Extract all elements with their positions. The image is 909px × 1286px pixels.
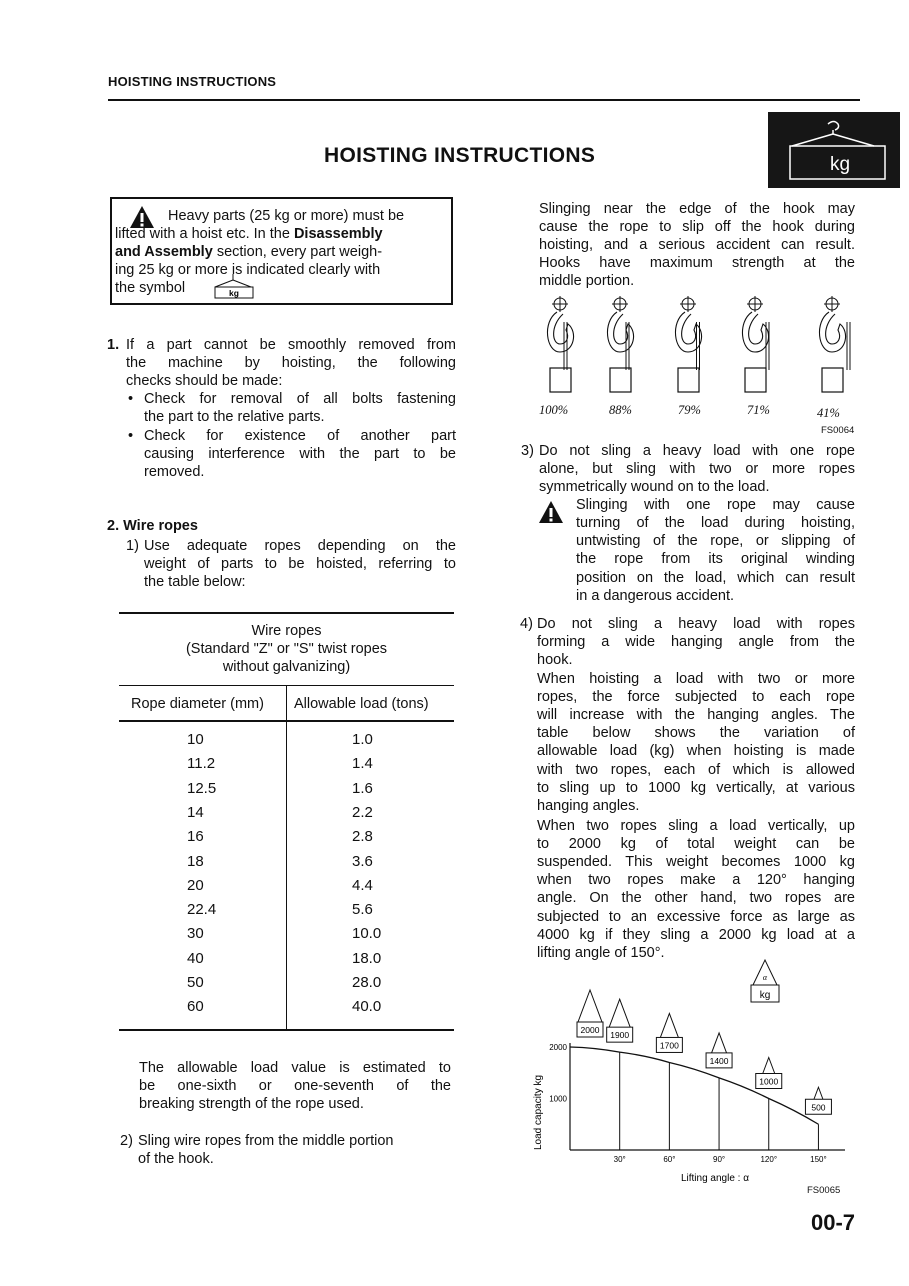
hook-percent: 71% [747,403,770,417]
load-mark [656,1013,682,1052]
table-cell-diameter: 11.2 [187,755,216,773]
hook-drawing [742,296,769,392]
item4-para-line: hanging angles. [537,797,640,814]
kg-symbol-text: kg [229,288,239,298]
kg-badge [768,112,900,188]
warning-icon [538,500,564,524]
bullet2-line: causing interference with the part to be [144,446,456,462]
table-caption: (Standard "Z" or "S" twist ropes [185,641,388,657]
item4-para-line: will increase with the hanging angles. The [537,707,855,724]
item2-sub1-line: weight of parts to be hoisted, referring to [144,556,456,572]
kg-symbol-icon [210,270,258,300]
note-line: The allowable load value is estimated to [139,1060,451,1076]
item2-sub1-line: the table below: [144,574,246,590]
item4-line: hook. [537,652,573,668]
load-mark [607,999,633,1042]
item2-sub1-line: Use adequate ropes depending on the [144,538,456,554]
item4-para-line: with two ropes, each of which is allowed [537,761,855,778]
badge-kg-text: kg [829,154,851,175]
item3-line: symmetrically wound on to the load. [539,479,770,495]
intro-line: cause the rope to slip off the hook during [539,219,855,235]
hook-percent: 100% [539,403,569,417]
table-cell-diameter: 10 [187,731,204,748]
load-mark [577,990,603,1037]
figure-code: FS0064 [821,425,855,436]
table-top-rule [119,612,454,614]
item3-line: alone, but sling with two or more ropes [539,461,855,477]
table-cell-load: 18.0 [352,949,382,967]
x-tick-label: 30° [613,1155,626,1164]
table-cell-diameter: 50 [187,974,204,991]
table-cell-diameter: 22.4 [187,901,217,919]
item2-sub2-line: of the hook. [138,1151,214,1167]
table-cell-load: 3.6 [352,852,373,870]
header-rule [108,99,860,101]
table-cell-diameter: 18 [187,852,204,870]
load-capacity-chart [525,955,860,1200]
y-axis-label: Load capacity kg [533,1074,544,1150]
item1-number: 1. [107,337,120,353]
point-label: 1900 [610,1030,630,1041]
x-tick-label: 60° [663,1155,676,1164]
table-cell-load: 10.0 [352,925,382,943]
item3-warning-line: position on the load, which can result [576,570,855,586]
item4-para-line: When two ropes sling a load vertically, up [537,818,855,834]
hook-drawing [819,296,850,392]
item1-line: checks should be made: [126,373,283,389]
hook-percent: 88% [609,403,632,417]
item2-sub2-line: Sling wire ropes from the middle portion [138,1133,394,1149]
bullet1-line: Check for removal of all bolts fastening [144,391,456,407]
page-number: 00-7 [811,1210,856,1235]
hoist-kg-icon [768,112,900,188]
table-header-bottom-rule [119,720,454,722]
warning-line5: the symbol [115,280,186,296]
point-label: 1000 [759,1076,779,1087]
section-label: HOISTING INSTRUCTIONS [108,74,277,89]
item4-para-line: ropes, the force subjected to each rope [537,689,855,706]
page-title: HOISTING INSTRUCTIONS [324,144,596,167]
hook-drawing [547,296,573,392]
table-cell-load: 1.0 [352,731,373,748]
y-tick-label: 1000 [549,1094,567,1104]
table-cell-diameter: 12.5 [187,779,217,797]
item3-number: 3) [521,443,534,459]
note-line: breaking strength of the rope used. [139,1096,364,1112]
intro-line: Slinging near the edge of the hook may [539,201,855,217]
note-line: be one-sixth or one-seventh of the [139,1078,451,1094]
item4-para-line: table below shows the variation of [537,725,855,742]
item4-line: Do not sling a heavy load with ropes [537,616,855,632]
item4-para-line: allowable load (kg) when hoisting is made [537,743,855,760]
table-cell-load: 1.6 [352,779,373,797]
table-cell-load: 28.0 [352,974,382,991]
load-mark [805,1087,831,1114]
table-cell-diameter: 60 [187,998,204,1016]
item3-warning-line: Slinging with one rope may cause [576,497,855,513]
point-label: 1400 [709,1055,729,1066]
x-axis-label: Lifting angle : α [680,1173,750,1184]
hook-percent: 41% [817,406,840,420]
bullet-icon: • [128,391,134,407]
table-cell-diameter: 40 [187,949,204,967]
table-cell-diameter: 20 [187,876,204,894]
item3-warning-line: turning of the load during hoisting, [576,515,855,531]
table-caption: without galvanizing) [222,659,351,675]
load-mark [756,1058,782,1089]
intro-line: middle portion. [539,273,635,289]
warning-line3-bold: and Assembly [115,244,213,260]
warning-line2-bold: Disassembly [293,226,383,242]
table-cell-load: 1.4 [352,755,373,773]
point-label: 2000 [580,1025,600,1035]
item4-para-line: angle. On the other hand, two ropes are [537,890,855,907]
item2-sub2-number: 2) [120,1133,133,1149]
hook-figure [530,292,860,402]
hook-percent: 79% [678,403,701,417]
bullet-icon: • [128,428,134,444]
hook-drawing [675,296,701,392]
table-cell-load: 40.0 [352,998,382,1016]
warning-line2: lifted with a hoist etc. In the [115,226,290,242]
warning-line3-wrap [115,243,382,261]
item1-line: If a part cannot be smoothly removed from [126,337,456,353]
table-cell-diameter: 14 [187,803,204,821]
x-tick-label: 120° [760,1155,778,1164]
bullet1-line: the part to the relative parts. [144,409,325,425]
intro-line: hoisting, and a serious accident can result. [539,237,855,253]
table-cell-load: 5.6 [352,901,373,919]
chart-code: FS0065 [807,1185,841,1196]
table-cell-load: 2.2 [352,803,373,821]
item4-para-line: lifting angle of 150°. [537,944,665,961]
item4-number: 4) [520,616,533,632]
table-header-load: Allowable load (tons) [294,696,429,712]
item4-para-line: 4000 kg if they sling a 2000 kg load at a [537,926,855,943]
hook-drawing [607,296,633,392]
table-column-divider [286,686,287,1030]
table-bottom-rule [119,1029,454,1031]
point-label: 1700 [659,1040,679,1051]
item3-warning-line: untwisting of the rope, or slipping of [576,533,855,549]
table-cell-load: 2.8 [352,828,373,846]
item4-para-line: subjected to an excessive force as large as [537,908,855,925]
table-cell-load: 4.4 [352,876,373,894]
table-header-diameter: Rope diameter (mm) [131,696,264,712]
table-cell-diameter: 30 [187,925,204,943]
item4-para-line: When hoisting a load with two or more [537,671,855,687]
x-tick-label: 150° [810,1155,827,1164]
warning-line3: section, every part weigh- [216,244,383,260]
load-mark [706,1033,732,1068]
point-label: 500 [811,1102,826,1113]
x-tick-label: 90° [713,1155,726,1164]
item2-sub1-number: 1) [126,538,139,554]
item2-heading: 2. Wire ropes [107,518,198,534]
item4-para-line: to sling up to 1000 kg vertically, at various [537,779,855,796]
item3-warning-line: the rope from its original winding [576,551,855,567]
item1-line: the machine by hoisting, the following [126,355,456,371]
warning-line4: ing 25 kg or more is indicated clearly with [115,262,381,278]
item3-line: Do not sling a heavy load with one rope [539,443,855,459]
legend-alpha: α [762,973,768,982]
item3-warning-line: in a dangerous accident. [576,588,734,604]
item4-line: forming a wide hanging angle from the [537,634,855,650]
item4-para-line: when two ropes make a 120° hanging [537,872,855,889]
warning-line1: Heavy parts (25 kg or more) must be [168,208,405,224]
bullet2-line: Check for existence of another part [144,428,456,444]
item4-para-line: to 2000 kg of total weight can be [537,836,855,853]
y-tick-label: 2000 [549,1043,567,1052]
table-cell-diameter: 16 [187,828,204,846]
intro-line: Hooks have maximum strength at the [539,255,855,271]
warning-line2-wrap [115,225,440,243]
item4-para-line: suspended. This weight becomes 1000 kg [537,854,855,871]
table-caption: Wire ropes [251,623,322,639]
legend-kg: kg [759,990,771,1001]
bullet2-line: removed. [144,464,205,480]
legend-symbol [751,960,779,1002]
